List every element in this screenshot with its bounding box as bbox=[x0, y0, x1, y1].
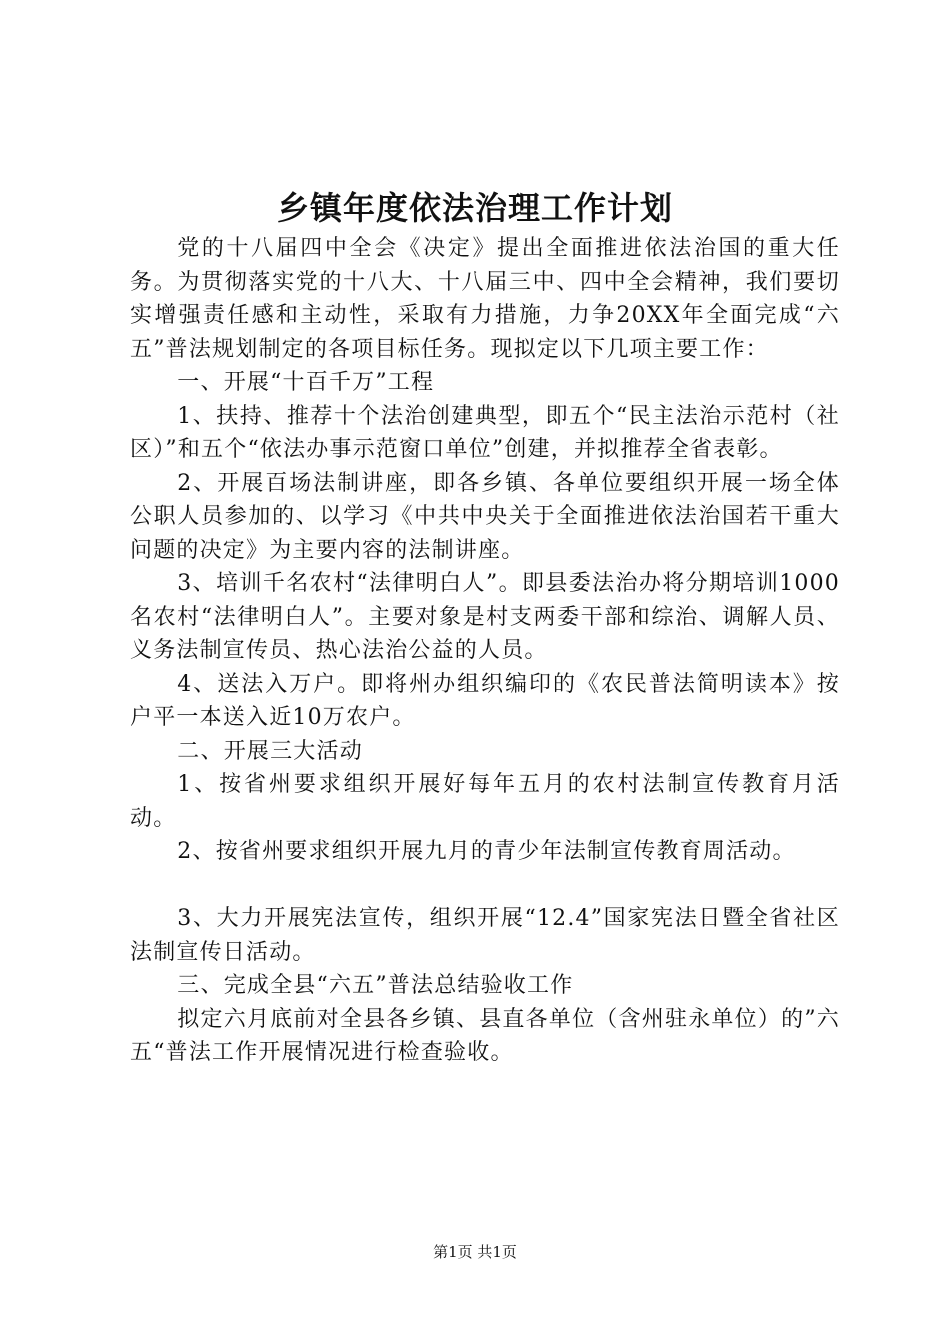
paragraph-2-2: 2、按省州要求组织开展九月的青少年法制宣传教育周活动。 bbox=[177, 839, 796, 864]
document-body bbox=[130, 232, 840, 1070]
section-heading-1: 一、开展“十百千万”工程 bbox=[177, 370, 435, 395]
page-footer: 第1页 共1页 bbox=[433, 1243, 517, 1261]
section-heading-2: 二、开展三大活动 bbox=[177, 738, 363, 764]
paragraph-intro: 党的十八届四中全会《决定》提出全面推进依法治国的重大任务。为贯彻落实党的十八大、十八届三中、四中全会精神，我们要切实增强责任感和主动性，采取有力措施，力争20XX年全面完成“六五”普法规划制定的各项目标任务。现拟定以下几项主要工作： bbox=[130, 236, 840, 362]
paragraph-1-4: 4、送法入万户。即将州办组织编印的《农民普法简明读本》按户平一本送入近10万农户。 bbox=[130, 671, 840, 730]
paragraph-1-2: 2、开展百场法制讲座，即各乡镇、各单位要组织开展一场全体公职人员参加的、以学习《中共中央关于全面推进依法治国若干重大问题的决定》为主要内容的法制讲座。 bbox=[130, 470, 840, 563]
document-title: 乡镇年度依法治理工作计划 bbox=[276, 189, 673, 227]
paragraph-3-1: 拟定六月底前对全县各乡镇、县直各单位（含州驻永单位）的”六五“普法工作开展情况进行检查验收。 bbox=[130, 1006, 840, 1065]
paragraph-2-1: 1、按省州要求组织开展好每年五月的农村法制宣传教育月活动。 bbox=[130, 772, 840, 831]
paragraph-1-1: 1、扶持、推荐十个法治创建典型，即五个“民主法治示范村（社区）”和五个“依法办事示范窗口单位”创建，并拟推荐全省表彰。 bbox=[130, 403, 840, 462]
paragraph-2-3: 3、大力开展宪法宣传，组织开展“12.4”国家宪法日暨全省社区法制宣传日活动。 bbox=[130, 906, 840, 965]
section-heading-3: 三、完成全县“六五”普法总结验收工作 bbox=[177, 973, 574, 998]
paragraph-1-3: 3、培训千名农村“法律明白人”。即县委法治办将分期培训1000名农村“法律明白人”。主要对象是村支两委干部和综治、调解人员、义务法制宣传员、热心法治公益的人员。 bbox=[130, 571, 840, 663]
